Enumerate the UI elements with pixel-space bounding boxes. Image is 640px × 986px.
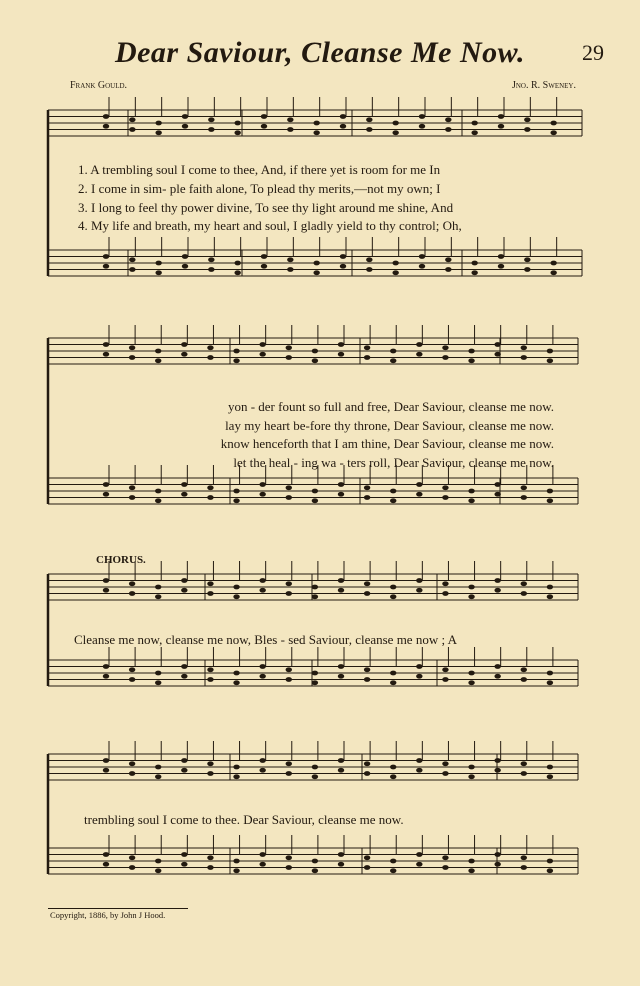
verse-3-line-2: know henceforth that I am thine, Dear Saviour, cleanse me now. [220, 436, 554, 451]
composer-credit: Jno. R. Sweney. [511, 80, 576, 91]
verse-2-line-2: lay my heart be-fore thy throne, Dear Saviour, cleanse me now. [225, 418, 554, 433]
verse-3-line-1: 3. I long to feel thy power divine, To see thy light around me shine, And [78, 200, 454, 215]
chorus-line-2: trembling soul I come to thee. Dear Saviour, cleanse me now. [84, 812, 404, 827]
hymn-title: Dear Saviour, Cleanse Me Now. [114, 36, 526, 69]
lyricist-credit: Frank Gould. [70, 80, 128, 91]
verse-2-line-1: 2. I come in sim- ple faith alone, To plead thy merits,—not my own; I [78, 181, 441, 196]
copyright-rule [48, 908, 188, 909]
copyright-notice: Copyright, 1886, by John J Hood. [50, 910, 166, 920]
verse-4-line-2: let the heal - ing wa - ters roll, Dear Saviour, cleanse me now. [233, 455, 554, 470]
verse-1-line-2: yon - der fount so full and free, Dear Saviour, cleanse me now. [227, 399, 554, 414]
verse-1-line-1: 1. A trembling soul I come to thee, And, if there yet is room for me In [78, 162, 441, 177]
chorus-label: CHORUS. [96, 554, 146, 566]
chorus-line-1: Cleanse me now, cleanse me now, Bles - sed Saviour, cleanse me now ; A [74, 632, 457, 647]
verse-4-line-1: 4. My life and breath, my heart and soul, I gladly yield to thy control; Oh, [78, 218, 462, 233]
page-number: 29 [582, 40, 604, 65]
